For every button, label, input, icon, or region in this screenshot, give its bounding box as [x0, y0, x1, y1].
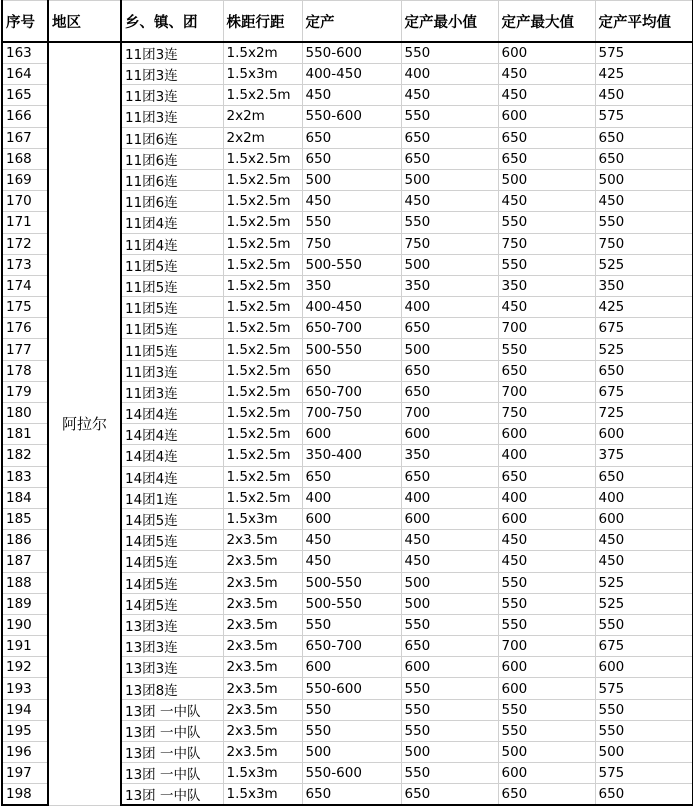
cell-yield: 550-600 [302, 763, 401, 784]
cell-spacing: 2x3.5m [223, 572, 302, 593]
cell-yield-avg: 750 [595, 233, 693, 254]
cell-yield-min: 650 [401, 784, 498, 806]
cell-yield-min: 450 [401, 530, 498, 551]
cell-yield: 500-550 [302, 593, 401, 614]
cell-yield-max: 650 [498, 784, 595, 806]
cell-yield-avg: 650 [595, 148, 693, 169]
cell-serial: 179 [2, 381, 48, 402]
cell-yield-avg: 525 [595, 254, 693, 275]
cell-town: 14团4连 [121, 403, 223, 424]
header-serial: 序号 [2, 1, 48, 43]
cell-town: 13团 一中队 [121, 720, 223, 741]
cell-spacing: 2x2m [223, 127, 302, 148]
cell-yield-max: 750 [498, 403, 595, 424]
cell-yield-avg: 575 [595, 106, 693, 127]
cell-serial: 189 [2, 593, 48, 614]
cell-town: 13团3连 [121, 636, 223, 657]
cell-serial: 176 [2, 318, 48, 339]
header-yield: 定产 [302, 1, 401, 43]
cell-spacing: 1.5x2.5m [223, 445, 302, 466]
cell-yield-max: 600 [498, 763, 595, 784]
cell-town: 14团4连 [121, 424, 223, 445]
cell-yield: 450 [302, 85, 401, 106]
cell-yield: 600 [302, 657, 401, 678]
cell-spacing: 1.5x2.5m [223, 381, 302, 402]
cell-yield: 600 [302, 508, 401, 529]
cell-yield-max: 650 [498, 360, 595, 381]
cell-yield-min: 650 [401, 127, 498, 148]
cell-spacing: 1.5x3m [223, 64, 302, 85]
cell-yield-min: 700 [401, 403, 498, 424]
cell-yield: 650 [302, 148, 401, 169]
cell-serial: 180 [2, 403, 48, 424]
cell-serial: 175 [2, 297, 48, 318]
cell-yield-min: 500 [401, 593, 498, 614]
cell-yield-min: 550 [401, 42, 498, 64]
cell-yield-min: 650 [401, 318, 498, 339]
cell-yield-avg: 550 [595, 212, 693, 233]
cell-spacing: 1.5x2m [223, 42, 302, 64]
cell-yield-max: 550 [498, 572, 595, 593]
cell-yield: 700-750 [302, 403, 401, 424]
cell-yield-avg: 600 [595, 657, 693, 678]
cell-serial: 174 [2, 275, 48, 296]
cell-yield-avg: 450 [595, 85, 693, 106]
cell-spacing: 1.5x2.5m [223, 254, 302, 275]
cell-yield-avg: 500 [595, 169, 693, 190]
cell-yield-max: 600 [498, 424, 595, 445]
cell-yield-max: 600 [498, 106, 595, 127]
cell-yield-min: 550 [401, 106, 498, 127]
cell-yield-min: 650 [401, 148, 498, 169]
cell-spacing: 1.5x2.5m [223, 275, 302, 296]
cell-yield-max: 550 [498, 720, 595, 741]
cell-town: 13团3连 [121, 657, 223, 678]
cell-town: 11团5连 [121, 254, 223, 275]
cell-yield-max: 650 [498, 466, 595, 487]
yield-table [1, 0, 693, 806]
cell-town: 11团6连 [121, 191, 223, 212]
cell-yield-min: 500 [401, 742, 498, 763]
cell-spacing: 2x3.5m [223, 720, 302, 741]
cell-spacing: 2x3.5m [223, 614, 302, 635]
cell-serial: 192 [2, 657, 48, 678]
cell-yield: 500-550 [302, 572, 401, 593]
cell-serial: 163 [2, 42, 48, 64]
table-row [2, 42, 693, 64]
cell-serial: 195 [2, 720, 48, 741]
cell-town: 11团6连 [121, 127, 223, 148]
cell-yield-max: 700 [498, 636, 595, 657]
cell-spacing: 2x3.5m [223, 699, 302, 720]
cell-serial: 187 [2, 551, 48, 572]
cell-yield: 500 [302, 742, 401, 763]
cell-town: 14团1连 [121, 487, 223, 508]
cell-spacing: 1.5x2.5m [223, 212, 302, 233]
cell-yield-avg: 550 [595, 614, 693, 635]
cell-town: 14团4连 [121, 445, 223, 466]
cell-yield-min: 550 [401, 763, 498, 784]
cell-yield: 650 [302, 127, 401, 148]
cell-yield: 650-700 [302, 381, 401, 402]
header-region: 地区 [48, 1, 121, 43]
cell-serial: 194 [2, 699, 48, 720]
cell-serial: 173 [2, 254, 48, 275]
cell-yield: 650 [302, 360, 401, 381]
cell-spacing: 2x3.5m [223, 636, 302, 657]
cell-yield-min: 550 [401, 614, 498, 635]
cell-yield-avg: 575 [595, 678, 693, 699]
cell-yield-max: 550 [498, 614, 595, 635]
cell-yield-avg: 450 [595, 551, 693, 572]
cell-spacing: 1.5x2.5m [223, 339, 302, 360]
cell-serial: 185 [2, 508, 48, 529]
cell-town: 13团3连 [121, 614, 223, 635]
cell-yield: 650-700 [302, 318, 401, 339]
cell-yield-min: 450 [401, 551, 498, 572]
cell-town: 13团 一中队 [121, 784, 223, 806]
cell-spacing: 2x3.5m [223, 593, 302, 614]
cell-yield-max: 550 [498, 212, 595, 233]
cell-spacing: 1.5x2.5m [223, 148, 302, 169]
cell-yield-min: 500 [401, 572, 498, 593]
cell-yield-max: 600 [498, 42, 595, 64]
cell-yield-min: 650 [401, 636, 498, 657]
cell-town: 11团3连 [121, 42, 223, 64]
cell-yield: 350 [302, 275, 401, 296]
cell-yield-avg: 600 [595, 508, 693, 529]
cell-spacing: 1.5x3m [223, 763, 302, 784]
cell-yield-min: 450 [401, 85, 498, 106]
cell-yield: 650-700 [302, 636, 401, 657]
cell-spacing: 1.5x2.5m [223, 191, 302, 212]
cell-yield-max: 550 [498, 339, 595, 360]
cell-yield: 450 [302, 191, 401, 212]
cell-yield-min: 500 [401, 339, 498, 360]
cell-town: 13团 一中队 [121, 742, 223, 763]
cell-yield-avg: 525 [595, 339, 693, 360]
cell-serial: 166 [2, 106, 48, 127]
cell-town: 14团5连 [121, 572, 223, 593]
cell-serial: 198 [2, 784, 48, 806]
cell-yield-avg: 550 [595, 720, 693, 741]
cell-yield-min: 400 [401, 64, 498, 85]
cell-town: 11团3连 [121, 85, 223, 106]
cell-town: 11团5连 [121, 318, 223, 339]
cell-yield-max: 450 [498, 530, 595, 551]
cell-yield-avg: 375 [595, 445, 693, 466]
cell-serial: 165 [2, 85, 48, 106]
cell-yield-max: 600 [498, 508, 595, 529]
cell-yield-avg: 575 [595, 763, 693, 784]
cell-serial: 182 [2, 445, 48, 466]
cell-town: 11团5连 [121, 275, 223, 296]
cell-yield-max: 550 [498, 593, 595, 614]
cell-serial: 170 [2, 191, 48, 212]
cell-yield-max: 650 [498, 127, 595, 148]
cell-yield-max: 350 [498, 275, 595, 296]
cell-yield-max: 500 [498, 169, 595, 190]
cell-spacing: 1.5x2.5m [223, 424, 302, 445]
cell-serial: 191 [2, 636, 48, 657]
cell-yield: 600 [302, 424, 401, 445]
cell-yield-avg: 725 [595, 403, 693, 424]
cell-yield-min: 600 [401, 424, 498, 445]
cell-spacing: 2x3.5m [223, 678, 302, 699]
cell-serial: 172 [2, 233, 48, 254]
cell-yield-max: 650 [498, 148, 595, 169]
cell-spacing: 1.5x2.5m [223, 85, 302, 106]
cell-serial: 196 [2, 742, 48, 763]
cell-yield-min: 600 [401, 508, 498, 529]
cell-town: 14团5连 [121, 530, 223, 551]
cell-yield-max: 400 [498, 445, 595, 466]
cell-town: 14团5连 [121, 508, 223, 529]
cell-yield-max: 500 [498, 742, 595, 763]
cell-serial: 164 [2, 64, 48, 85]
cell-yield: 500-550 [302, 339, 401, 360]
cell-spacing: 1.5x2.5m [223, 297, 302, 318]
cell-town: 13团 一中队 [121, 699, 223, 720]
cell-yield-avg: 425 [595, 297, 693, 318]
cell-serial: 169 [2, 169, 48, 190]
cell-yield: 450 [302, 530, 401, 551]
cell-yield: 400 [302, 487, 401, 508]
cell-yield-avg: 525 [595, 593, 693, 614]
cell-yield: 650 [302, 466, 401, 487]
cell-yield-avg: 575 [595, 42, 693, 64]
cell-yield-avg: 550 [595, 699, 693, 720]
cell-yield-min: 450 [401, 191, 498, 212]
cell-yield: 350-400 [302, 445, 401, 466]
cell-spacing: 1.5x2.5m [223, 318, 302, 339]
cell-yield-avg: 450 [595, 191, 693, 212]
cell-yield: 500-550 [302, 254, 401, 275]
cell-yield-avg: 450 [595, 530, 693, 551]
cell-yield-min: 600 [401, 657, 498, 678]
cell-town: 11团3连 [121, 360, 223, 381]
cell-spacing: 1.5x2.5m [223, 403, 302, 424]
cell-serial: 178 [2, 360, 48, 381]
cell-yield-min: 400 [401, 487, 498, 508]
cell-yield-avg: 675 [595, 636, 693, 657]
cell-yield-avg: 650 [595, 127, 693, 148]
cell-yield-max: 550 [498, 699, 595, 720]
cell-spacing: 2x3.5m [223, 530, 302, 551]
cell-yield: 550 [302, 699, 401, 720]
cell-town: 13团8连 [121, 678, 223, 699]
cell-yield-max: 750 [498, 233, 595, 254]
cell-yield-min: 350 [401, 275, 498, 296]
cell-town: 11团4连 [121, 233, 223, 254]
header-yield-max: 定产最大值 [498, 1, 595, 43]
cell-yield-max: 600 [498, 657, 595, 678]
cell-town: 11团6连 [121, 169, 223, 190]
cell-spacing: 1.5x2.5m [223, 169, 302, 190]
cell-yield-avg: 400 [595, 487, 693, 508]
cell-yield-avg: 650 [595, 360, 693, 381]
cell-spacing: 1.5x2.5m [223, 360, 302, 381]
cell-yield-avg: 525 [595, 572, 693, 593]
cell-spacing: 2x3.5m [223, 657, 302, 678]
cell-yield-max: 700 [498, 381, 595, 402]
cell-yield-min: 750 [401, 233, 498, 254]
cell-spacing: 2x3.5m [223, 742, 302, 763]
header-yield-avg: 定产平均值 [595, 1, 693, 43]
cell-town: 11团5连 [121, 339, 223, 360]
cell-yield-avg: 350 [595, 275, 693, 296]
cell-yield-min: 550 [401, 678, 498, 699]
cell-yield-min: 650 [401, 466, 498, 487]
cell-yield-min: 400 [401, 297, 498, 318]
cell-town: 14团5连 [121, 551, 223, 572]
cell-town: 11团6连 [121, 148, 223, 169]
cell-spacing: 1.5x2.5m [223, 487, 302, 508]
cell-serial: 181 [2, 424, 48, 445]
cell-yield-min: 500 [401, 169, 498, 190]
cell-yield-avg: 600 [595, 424, 693, 445]
cell-yield-max: 600 [498, 678, 595, 699]
cell-yield-min: 550 [401, 720, 498, 741]
cell-town: 11团3连 [121, 64, 223, 85]
header-spacing: 株距行距 [223, 1, 302, 43]
cell-yield-min: 350 [401, 445, 498, 466]
cell-spacing: 1.5x2.5m [223, 466, 302, 487]
header-yield-min: 定产最小值 [401, 1, 498, 43]
cell-serial: 177 [2, 339, 48, 360]
cell-yield-avg: 425 [595, 64, 693, 85]
cell-yield: 550 [302, 720, 401, 741]
header-row [2, 1, 693, 43]
cell-serial: 167 [2, 127, 48, 148]
cell-yield: 500 [302, 169, 401, 190]
header-town: 乡、镇、团 [121, 1, 223, 43]
cell-yield: 550 [302, 614, 401, 635]
cell-yield-avg: 650 [595, 784, 693, 806]
cell-yield-min: 500 [401, 254, 498, 275]
cell-yield: 400-450 [302, 64, 401, 85]
cell-serial: 190 [2, 614, 48, 635]
cell-town: 11团3连 [121, 381, 223, 402]
cell-yield-max: 450 [498, 297, 595, 318]
cell-yield: 550-600 [302, 678, 401, 699]
cell-yield-avg: 500 [595, 742, 693, 763]
cell-town: 11团5连 [121, 297, 223, 318]
cell-yield-avg: 675 [595, 318, 693, 339]
cell-yield: 400-450 [302, 297, 401, 318]
table-body [2, 42, 693, 805]
cell-serial: 193 [2, 678, 48, 699]
cell-yield: 750 [302, 233, 401, 254]
cell-yield: 550-600 [302, 42, 401, 64]
cell-yield-max: 400 [498, 487, 595, 508]
cell-yield: 550-600 [302, 106, 401, 127]
cell-yield-min: 550 [401, 699, 498, 720]
cell-serial: 184 [2, 487, 48, 508]
cell-spacing: 1.5x3m [223, 508, 302, 529]
cell-yield: 650 [302, 784, 401, 806]
cell-yield: 450 [302, 551, 401, 572]
cell-yield: 550 [302, 212, 401, 233]
cell-serial: 171 [2, 212, 48, 233]
cell-yield-avg: 675 [595, 381, 693, 402]
cell-region: 阿拉尔 [48, 42, 121, 805]
cell-serial: 186 [2, 530, 48, 551]
cell-spacing: 2x3.5m [223, 551, 302, 572]
cell-yield-min: 650 [401, 360, 498, 381]
cell-serial: 168 [2, 148, 48, 169]
cell-serial: 183 [2, 466, 48, 487]
cell-yield-max: 450 [498, 551, 595, 572]
cell-town: 11团4连 [121, 212, 223, 233]
cell-yield-max: 700 [498, 318, 595, 339]
cell-serial: 188 [2, 572, 48, 593]
cell-yield-min: 650 [401, 381, 498, 402]
cell-yield-avg: 650 [595, 466, 693, 487]
cell-spacing: 1.5x3m [223, 784, 302, 806]
cell-yield-max: 450 [498, 85, 595, 106]
cell-town: 14团4连 [121, 466, 223, 487]
cell-yield-min: 550 [401, 212, 498, 233]
cell-spacing: 1.5x2.5m [223, 233, 302, 254]
cell-yield-max: 550 [498, 254, 595, 275]
cell-town: 14团5连 [121, 593, 223, 614]
cell-town: 11团3连 [121, 106, 223, 127]
cell-spacing: 2x2m [223, 106, 302, 127]
cell-town: 13团 一中队 [121, 763, 223, 784]
cell-serial: 197 [2, 763, 48, 784]
cell-yield-max: 450 [498, 191, 595, 212]
cell-yield-max: 450 [498, 64, 595, 85]
